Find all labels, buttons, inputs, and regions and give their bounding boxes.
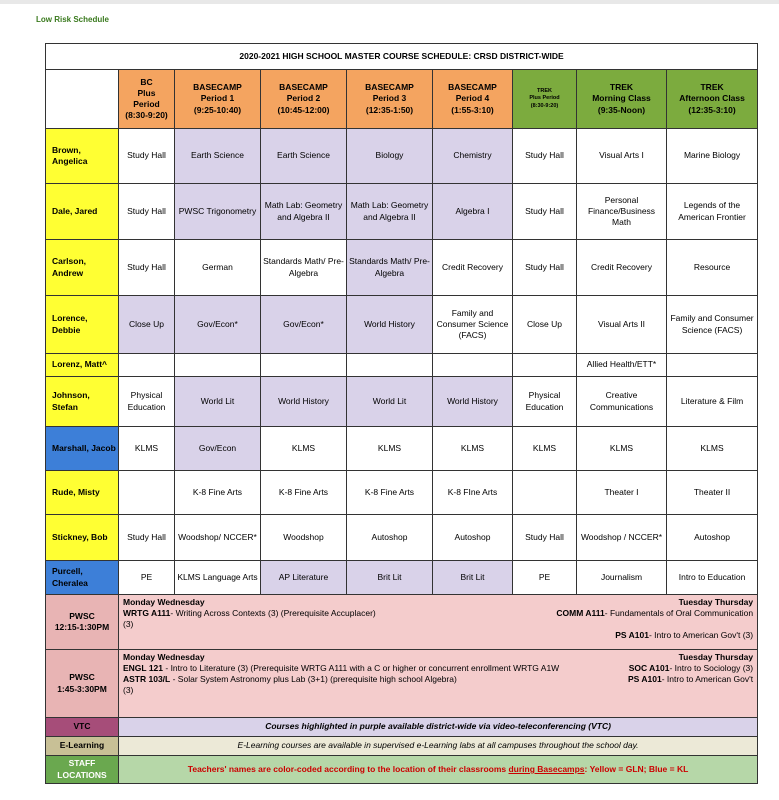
header-corner <box>46 70 119 129</box>
pwsc-courses <box>119 650 758 718</box>
course-cell: Literature & Film <box>667 377 758 427</box>
course-cell: KLMS <box>261 427 347 471</box>
course-cell: World History <box>433 377 513 427</box>
course-cell: Gov/Econ <box>175 427 261 471</box>
period-header-line: (1:55-3:10) <box>451 104 494 115</box>
course-cell: Creative Communications <box>577 377 667 427</box>
course-cell: Gov/Econ* <box>175 296 261 354</box>
elearning-text: E-Learning courses are available in supervised e-Learning labs at all campuses throughout the school day. <box>119 737 758 756</box>
course-cell: Biology <box>347 129 433 184</box>
period-header-line: Plus Period <box>529 95 560 102</box>
course-cell: Brit Lit <box>433 561 513 595</box>
course-cell: KLMS <box>433 427 513 471</box>
period-header-line: Morning Class <box>592 93 651 104</box>
course-cell: Legends of the American Frontier <box>667 184 758 240</box>
course-cell <box>175 354 261 377</box>
course-cell: Gov/Econ* <box>261 296 347 354</box>
course-cell: Earth Science <box>175 129 261 184</box>
period-header-7 <box>667 70 758 129</box>
teacher-name: Carlson, Andrew <box>46 240 119 296</box>
course-cell: Study Hall <box>513 129 577 184</box>
course-cell: KLMS <box>667 427 758 471</box>
course-cell: World History <box>347 296 433 354</box>
teacher-name: Marshall, Jacob <box>46 427 119 471</box>
teacher-name: Johnson, Stefan <box>46 377 119 427</box>
course-credit: (3) <box>123 685 134 696</box>
vtc-row <box>46 718 758 737</box>
course-cell: World History <box>261 377 347 427</box>
course-cell: Family and Consumer Science (FACS) <box>667 296 758 354</box>
course-cell: Autoshop <box>667 515 758 561</box>
course-desc: - Intro to American Gov't <box>661 674 754 685</box>
teacher-name: Rude, Misty <box>46 471 119 515</box>
course-code: ASTR 103/L <box>123 674 171 685</box>
course-cell: Close Up <box>513 296 577 354</box>
course-cell: KLMS <box>347 427 433 471</box>
course-cell: Standards Math/ Pre-Algebra <box>261 240 347 296</box>
period-header-4 <box>433 70 513 129</box>
elearning-row <box>46 737 758 756</box>
period-header-line: (12:35-1:50) <box>365 104 414 115</box>
course-cell: Marine Biology <box>667 129 758 184</box>
course-desc: - Solar System Astronomy plus Lab (3+1) (prerequisite high school Algebra) <box>170 674 457 685</box>
course-cell: Physical Education <box>513 377 577 427</box>
course-cell: K-8 Fine Arts <box>175 471 261 515</box>
course-cell: K-8 Fine Arts <box>347 471 433 515</box>
staff-text: Teachers' names are color-coded according to the location of their classrooms <box>187 763 509 774</box>
course-cell: Visual Arts I <box>577 129 667 184</box>
pwsc-courses <box>119 595 758 650</box>
course-desc: - Writing Across Contexts (3) (Prerequisite Accuplacer) <box>170 608 376 619</box>
teacher-name: Lorenz, Matt^ <box>46 354 119 377</box>
course-cell: AP Literature <box>261 561 347 595</box>
teacher-row <box>46 515 758 561</box>
vtc-label: VTC <box>46 718 119 737</box>
course-cell: Close Up <box>119 296 175 354</box>
master-schedule-table <box>45 43 758 784</box>
teacher-row <box>46 471 758 515</box>
pwsc-label-line: PWSC <box>69 672 95 683</box>
pwsc-row-2 <box>46 650 758 718</box>
staff-locations-row <box>46 756 758 784</box>
course-code: WRTG A111 <box>123 608 171 619</box>
teacher-row <box>46 296 758 354</box>
course-cell: Earth Science <box>261 129 347 184</box>
period-header-line: (8:30-9:20) <box>125 110 168 121</box>
course-cell: KLMS <box>577 427 667 471</box>
period-header-line: TREK <box>700 82 724 93</box>
course-cell: Math Lab: Geometry and Algebra II <box>347 184 433 240</box>
pwsc-row-1 <box>46 595 758 650</box>
course-cell: Woodshop <box>261 515 347 561</box>
schedule-title: 2020-2021 HIGH SCHOOL MASTER COURSE SCHEDULE: CRSD DISTRICT-WIDE <box>46 44 758 70</box>
staff-locations-label <box>46 756 119 784</box>
course-cell: PE <box>513 561 577 595</box>
period-header-6 <box>577 70 667 129</box>
window-top-strip <box>0 0 779 4</box>
course-cell <box>513 354 577 377</box>
period-header-line: BASECAMP <box>193 82 242 93</box>
course-cell <box>433 354 513 377</box>
course-cell <box>261 354 347 377</box>
staff-locations-label-line: STAFF <box>68 758 96 769</box>
course-cell: Credit Recovery <box>577 240 667 296</box>
teacher-name: Stickney, Bob <box>46 515 119 561</box>
pwsc-label-line: PWSC <box>69 610 95 621</box>
period-header-line: (8:30-9:20) <box>530 102 559 109</box>
course-cell: Study Hall <box>119 240 175 296</box>
period-header-line: BASECAMP <box>448 82 497 93</box>
course-cell <box>513 471 577 515</box>
period-header-line: BASECAMP <box>279 82 328 93</box>
teacher-name: Brown, Angelica <box>46 129 119 184</box>
course-cell: Chemistry <box>433 129 513 184</box>
period-header-5 <box>513 70 577 129</box>
course-cell: German <box>175 240 261 296</box>
course-cell: Personal Finance/Business Math <box>577 184 667 240</box>
course-cell: Study Hall <box>513 240 577 296</box>
course-cell: KLMS <box>119 427 175 471</box>
course-code: COMM A111 <box>556 608 605 619</box>
course-cell: World Lit <box>175 377 261 427</box>
teacher-row <box>46 427 758 471</box>
course-cell: Visual Arts II <box>577 296 667 354</box>
course-cell: K-8 FIne Arts <box>433 471 513 515</box>
pwsc-label <box>46 650 119 718</box>
teacher-row <box>46 129 758 184</box>
period-header-0 <box>119 70 175 129</box>
period-header-line: Period 4 <box>455 93 490 104</box>
course-cell: Math Lab: Geometry and Algebra II <box>261 184 347 240</box>
course-cell: PWSC Trigonometry <box>175 184 261 240</box>
course-credit: (3) <box>123 619 134 630</box>
course-code: ENGL 121 <box>123 663 164 674</box>
teacher-row <box>46 184 758 240</box>
course-cell: Resource <box>667 240 758 296</box>
teacher-row <box>46 354 758 377</box>
staff-text-underline: during Basecamps <box>508 763 585 774</box>
course-cell: Study Hall <box>119 515 175 561</box>
teacher-name: Purcell, Cheralea <box>46 561 119 595</box>
period-header-line: BASECAMP <box>365 82 414 93</box>
course-cell <box>667 354 758 377</box>
period-header-line: TREK <box>609 82 634 93</box>
course-cell: World Lit <box>347 377 433 427</box>
period-header-line: (9:35-Noon) <box>597 104 646 115</box>
course-code: PS A101 <box>628 674 662 685</box>
course-desc: - Intro to American Gov't (3) <box>648 630 754 641</box>
days-right: Tuesday Thursday <box>678 597 754 607</box>
period-header-line: Period 1 <box>200 93 235 104</box>
course-desc: - Intro to Sociology (3) <box>669 663 754 674</box>
staff-locations-label-line: LOCATIONS <box>57 769 107 780</box>
course-cell: Study Hall <box>513 515 577 561</box>
period-header-line: Afternoon Class <box>679 93 745 104</box>
elearning-label: E-Learning <box>46 737 119 756</box>
teacher-row <box>46 561 758 595</box>
teacher-name: Dale, Jared <box>46 184 119 240</box>
staff-locations-text <box>119 756 758 784</box>
course-cell: K-8 Fine Arts <box>261 471 347 515</box>
teacher-name: Lorence, Debbie <box>46 296 119 354</box>
course-cell: Study Hall <box>513 184 577 240</box>
period-header-line: TREK <box>537 88 552 95</box>
period-header-line: Period 2 <box>286 93 321 104</box>
period-header-3 <box>347 70 433 129</box>
vtc-text: Courses highlighted in purple available district-wide via video-teleconferencing (VTC) <box>119 718 758 737</box>
course-cell: Journalism <box>577 561 667 595</box>
course-cell: Woodshop / NCCER* <box>577 515 667 561</box>
course-cell: Study Hall <box>119 184 175 240</box>
course-cell <box>119 471 175 515</box>
course-desc: - Intro to Literature (3) (Prerequisite WRTG A111 with a C or higher or concurrent enrollment WRTG A1W <box>163 663 560 674</box>
period-header-line: (12:35-3:10) <box>688 104 736 115</box>
course-cell: Credit Recovery <box>433 240 513 296</box>
course-cell: Physical Education <box>119 377 175 427</box>
course-cell: Brit Lit <box>347 561 433 595</box>
days-right: Tuesday Thursday <box>678 652 754 662</box>
course-cell: Woodshop/ NCCER* <box>175 515 261 561</box>
course-cell: KLMS Language Arts <box>175 561 261 595</box>
pwsc-label-line: 1:45-3:30PM <box>57 683 107 694</box>
teacher-row <box>46 377 758 427</box>
course-desc: - Fundamentals of Oral Communication <box>604 608 754 619</box>
course-cell: Intro to Education <box>667 561 758 595</box>
period-header-line: (9:25-10:40) <box>193 104 242 115</box>
course-cell: Standards Math/ Pre-Algebra <box>347 240 433 296</box>
low-risk-label: Low Risk Schedule <box>36 15 109 24</box>
course-cell: Autoshop <box>347 515 433 561</box>
course-cell: Theater I <box>577 471 667 515</box>
course-cell <box>119 354 175 377</box>
course-cell: KLMS <box>513 427 577 471</box>
course-cell <box>347 354 433 377</box>
course-cell: Autoshop <box>433 515 513 561</box>
days-left: Monday Wednesday <box>123 652 205 662</box>
staff-text: : Yellow = GLN; Blue = KL <box>584 763 689 774</box>
period-header-line: Period <box>133 99 160 109</box>
period-header-line: Period 3 <box>372 93 407 104</box>
course-cell: Family and Consumer Science (FACS) <box>433 296 513 354</box>
teacher-row <box>46 240 758 296</box>
pwsc-label <box>46 595 119 650</box>
period-header-2 <box>261 70 347 129</box>
course-code: PS A101 <box>615 630 649 641</box>
period-header-line: Plus <box>137 87 156 98</box>
period-header-1 <box>175 70 261 129</box>
course-cell: Allied Health/ETT* <box>577 354 667 377</box>
period-header-line: BC <box>140 76 153 87</box>
days-left: Monday Wednesday <box>123 597 205 607</box>
period-header-line: (10:45-12:00) <box>277 104 330 115</box>
course-cell: Theater II <box>667 471 758 515</box>
course-cell: PE <box>119 561 175 595</box>
course-code: SOC A101 <box>628 663 670 674</box>
course-cell: Study Hall <box>119 129 175 184</box>
course-cell: Algebra I <box>433 184 513 240</box>
pwsc-label-line: 12:15-1:30PM <box>54 622 110 632</box>
period-header-row <box>46 70 758 129</box>
